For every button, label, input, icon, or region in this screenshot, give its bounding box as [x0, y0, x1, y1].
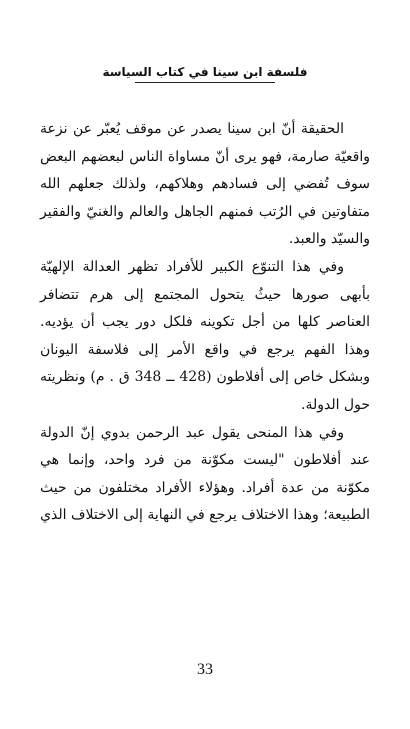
page-number: 33	[197, 661, 213, 678]
paragraph: الحقيقة أنّ ابن سينا يصدر عن موقف يُعبّر عن نزعة واقعيّة صارمة، فهو يرى أنّ مساواة الناس لبعضهم البعض سوف تُفضي إلى فسادهم وهلاكهم، ولذلك جعلهم الله متفاوتين في الرُتب فمنهم الجاهل والعالم والغنيّ والفقير والسيّد والعبد.	[40, 121, 370, 248]
paragraph: وفي هذا التنوّع الكبير للأفراد تظهر العدالة الإلهيّة بأبهى صورها حيثُ يتحول المجتمع إلى هرم تتضافر العناصر كلها من أجل تكوينه فلكل دور يجب أن يؤديه. وهذا الفهم يرجع في واقع الأمر إلى فلاسفة اليونان وبشكل خاص إلى أفلاطون (428 ــ 348 ق . م) ونظريته حول الدولة.	[40, 258, 370, 413]
body-text	[40, 116, 370, 530]
paragraph: وفي هذا المنحى يقول عبد الرحمن بدوي إنّ الدولة عند أفلاطون "ليست مكوّنة من فرد واحد، وإنما هي مكوّنة من عدة أفراد. وهؤلاء الأفراد مختلفون من حيث الطبيعة؛ وهذا الاختلاف يرجع في النهاية إلى الاختلاف الذي	[40, 424, 370, 524]
running-header: فلسفة ابن سينا في كتاب السياسة	[40, 64, 370, 83]
